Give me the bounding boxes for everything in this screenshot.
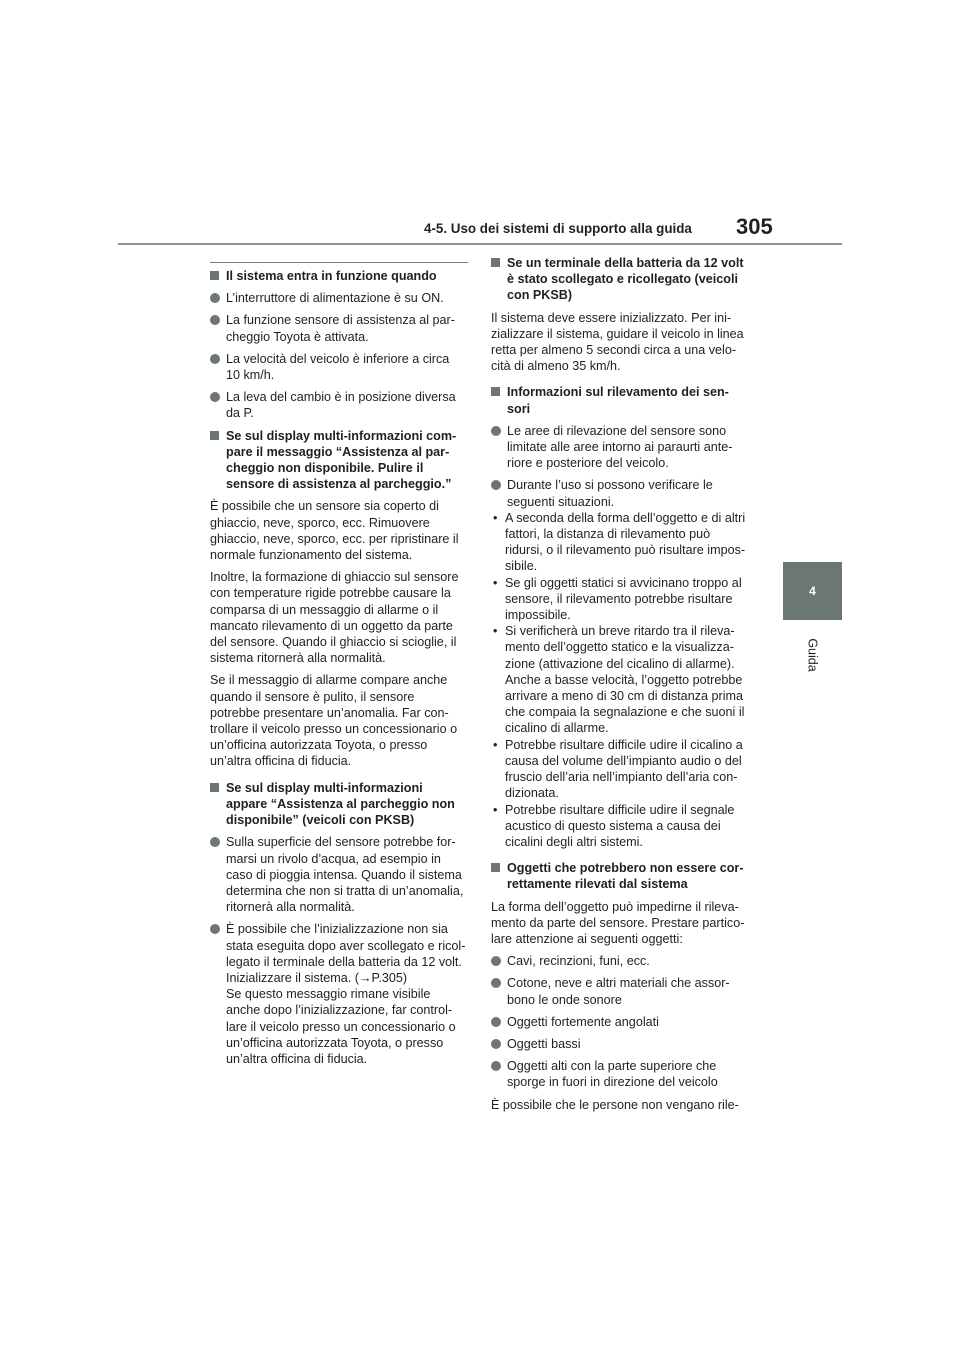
heading-text: Se un terminale della batteria da 12 volt è stato scollegato e ricollegato (veicoli con PKSB) <box>507 256 744 303</box>
bullet-item <box>491 423 753 472</box>
bullet-dot-icon <box>491 426 501 436</box>
bullet-item <box>491 975 753 1007</box>
bullet-dot-icon <box>491 1017 501 1027</box>
section-heading <box>210 428 472 493</box>
bullet-item <box>491 1058 753 1090</box>
sub-item <box>491 510 753 575</box>
sub-text: A seconda della forma dell’oggetto e di altri fattori, la distanza di rilevamento può ridursi, o il rilevamento può risultare impos- sibile. <box>505 510 746 574</box>
bullet-item <box>491 1036 753 1052</box>
left-column <box>210 268 472 1073</box>
bullet-dot-icon <box>210 354 220 364</box>
section-heading <box>210 268 472 284</box>
bullet-dot-icon <box>491 978 501 988</box>
paragraph: Se il messaggio di allarme compare anche quando il sensore è pulito, il sensore potrebbe presentare un’anomalia. Far con- trollare il veicolo presso un concessionario o un’officina autorizzata Toyota, o presso un’altra officina di fiducia. <box>210 673 458 769</box>
bullet-dot-icon <box>210 924 220 934</box>
bullet-item <box>491 953 753 969</box>
page-number: 305 <box>736 214 773 239</box>
bullet-text: Oggetti bassi <box>507 1036 581 1051</box>
bullet-text: Cotone, neve e altri materiali che assor- bono le onde sonore <box>507 976 730 1007</box>
heading-text: Se sul display multi-informazioni appare “Assistenza al parcheggio non disponibile” (veicoli con PKSB) <box>226 780 455 828</box>
sub-text: Si verificherà un breve ritardo tra il rileva- mento dell’oggetto statico e la visualizza- zione (attivazione del cicalino di allarme). Anche a basse velocità, l’oggetto potrebbe arrivare a meno di 30 cm di distanza prima che compaia la segnalazione e che suoni il cicalino di allarme. <box>505 624 745 736</box>
paragraph: Inoltre, la formazione di ghiaccio sul sensore con temperature rigide potrebbe causare la comparsa di un messaggio di allarme o il mancato rilevamento di un oggetto da parte del sensore. Quando il ghiaccio si scioglie, il sistema ritornerà alla normalità. <box>210 570 459 666</box>
section-heading <box>210 780 472 829</box>
bullet-text: Le aree di rilevazione del sensore sono limitate alle aree intorno ai paraurti ante- riore e posteriore del veicolo. <box>507 423 733 471</box>
sub-marker: • <box>493 510 498 525</box>
bullet-dot-icon <box>210 392 220 402</box>
header-rule <box>118 243 842 245</box>
bullet-text: Durante l’uso si possono verificare le seguenti situazioni. <box>507 478 713 509</box>
chapter-label <box>783 620 842 690</box>
sub-marker: • <box>493 737 498 752</box>
sub-item <box>491 737 753 802</box>
bullet-text: È possibile che l’inizializzazione non sia stata eseguita dopo aver scollegato e ricol- legato il terminale della batteria da 12 volt. Inizializzare il sistema. (→P.305) Se questo messaggio rimane visibile anche dopo l’inizializzazione, far control- lare il veicolo presso un concessionario o un’officina autorizzata Toyota, o presso un’altra officina di fiducia. <box>226 922 466 1066</box>
bullet-item <box>491 477 753 509</box>
sub-text: Se gli oggetti statici si avvicinano troppo al sensore, il rilevamento potrebbe risultare impossibile. <box>505 575 742 623</box>
column-rule <box>210 262 468 263</box>
paragraph: È possibile che le persone non vengano rile- <box>491 1097 739 1112</box>
heading-text: Il sistema entra in funzione quando <box>226 269 437 283</box>
section-title: 4-5. Uso dei sistemi di supporto alla guida <box>424 221 692 236</box>
sub-marker: • <box>493 575 498 590</box>
sub-marker: • <box>493 802 498 817</box>
section-heading <box>491 384 753 416</box>
chapter-tab[interactable] <box>783 562 842 620</box>
bullet-text: Oggetti alti con la parte superiore che sporge in fuori in direzione del veicolo <box>507 1059 718 1090</box>
sub-text: Potrebbe risultare difficile udire il cicalino a causa del volume dell’impianto audio o del fruscio dell’aria nell’impianto dell’aria con- dizionata. <box>505 737 743 801</box>
bullet-text: Oggetti fortemente angolati <box>507 1014 659 1029</box>
bullet-text: L’interruttore di alimentazione è su ON. <box>226 291 444 306</box>
bullet-text: La leva del cambio è in posizione diversa da P. <box>226 390 456 421</box>
heading-text: Se sul display multi-informazioni com- pare il messaggio “Assistenza al par- cheggio non disponibile. Pulire il sensore di assistenza al parcheggio.” <box>226 428 457 492</box>
sub-text: Potrebbe risultare difficile udire il segnale acustico di questo sistema a causa dei cicalini degli altri sistemi. <box>505 802 735 849</box>
bullet-text: Sulla superficie del sensore potrebbe for- marsi un rivolo d’acqua, ad esempio in caso di pioggia intensa. Quando il sistema determina che non si tratta di un’anomalia, ritornerà alla normalità. <box>226 835 464 915</box>
right-column <box>491 255 753 1119</box>
bullet-item <box>210 389 472 421</box>
heading-text: Informazioni sul rilevamento dei sen- sori <box>507 385 729 416</box>
bullet-dot-icon <box>491 956 501 966</box>
bullet-item <box>491 1014 753 1030</box>
bullet-dot-icon <box>491 1039 501 1049</box>
bullet-text: La velocità del veicolo è inferiore a circa 10 km/h. <box>226 351 450 383</box>
bullet-text: Cavi, recinzioni, funi, ecc. <box>507 954 650 969</box>
bullet-item <box>210 351 472 383</box>
chapter-label-text: Guida <box>805 638 820 672</box>
bullet-item <box>210 921 472 1067</box>
bullet-text: La funzione sensore di assistenza al par- cheggio Toyota è attivata. <box>226 313 455 344</box>
paragraph: La forma dell’oggetto può impedirne il rileva- mento da parte del sensore. Prestare partico- lare attenzione ai seguenti oggetti: <box>491 899 745 946</box>
sub-item <box>491 575 753 624</box>
chapter-number: 4 <box>809 584 816 598</box>
sub-item <box>491 623 753 736</box>
bullet-dot-icon <box>210 315 220 325</box>
paragraph: Il sistema deve essere inizializzato. Per ini- zializzare il sistema, guidare il veicolo in linea retta per almeno 5 secondi circa a una velo- cità di almeno 35 km/h. <box>491 310 744 374</box>
bullet-dot-icon <box>491 1061 501 1071</box>
section-heading <box>491 255 753 304</box>
bullet-dot-icon <box>210 837 220 847</box>
sub-marker: • <box>493 624 498 639</box>
sub-item <box>491 802 753 851</box>
heading-text: Oggetti che potrebbero non essere cor- rettamente rilevati dal sistema <box>507 861 744 892</box>
bullet-item <box>210 834 472 915</box>
bullet-item <box>210 312 472 344</box>
section-heading <box>491 860 753 892</box>
bullet-dot-icon <box>491 480 501 490</box>
bullet-dot-icon <box>210 293 220 303</box>
bullet-item <box>210 290 472 306</box>
paragraph: È possibile che un sensore sia coperto di ghiaccio, neve, sporco, ecc. Rimuovere ghiaccio, neve, sporco, ecc. per ripristinare il normale funzionamento del sistema. <box>210 499 459 563</box>
